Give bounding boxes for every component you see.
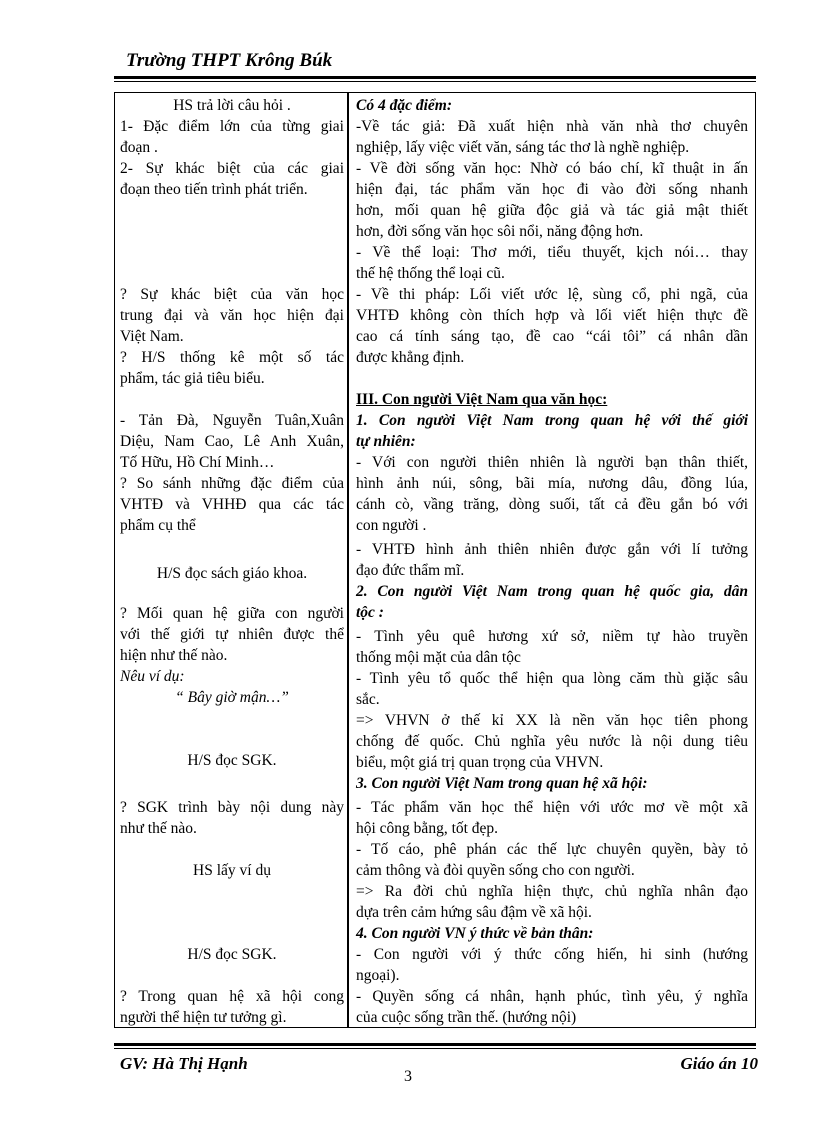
right-line: sắc. <box>356 691 380 708</box>
header-rule-thick <box>114 76 756 79</box>
subsection-heading: 3. Con người Việt Nam trong quan hệ xã hội: <box>356 775 648 792</box>
right-line: hiện đại, tác phẩm văn học đi vào đời sống nhanh <box>356 181 748 198</box>
right-line: con người . <box>356 517 427 534</box>
subsection-heading: 4. Con người VN ý thức về bản thân: <box>356 925 594 942</box>
left-line: ? Mối quan hệ giữa con người <box>120 605 344 622</box>
left-line: Việt Nam. <box>120 328 184 345</box>
right-line: -Về tác giả: Đã xuất hiện nhà văn nhà thơ chuyên <box>356 118 748 135</box>
left-line: ? H/S thống kê một số tác <box>120 349 344 366</box>
right-line: cánh cò, vầng trăng, dòng suối, tất cả đều gắn bó với <box>356 496 748 513</box>
right-line: thống mội mặt của dân tộc <box>356 649 521 666</box>
left-line: như thế nào. <box>120 820 197 837</box>
left-line: HS trả lời câu hỏi . <box>173 97 291 114</box>
right-line: dựa trên cảm hứng sâu đậm về xã hội. <box>356 904 592 921</box>
section-heading: III. Con người Việt Nam qua văn học: <box>356 391 608 408</box>
subsection-heading: 2. Con người Việt Nam trong quan hệ quốc gia, dân <box>356 583 748 600</box>
right-line: - Quyền sống cá nhân, hạnh phúc, tình yêu, ý nghĩa <box>356 988 748 1005</box>
right-line: hình ảnh núi, sông, bãi mía, nương dâu, đồng lúa, <box>356 475 748 492</box>
left-line: ? Sự khác biệt của văn học <box>120 286 344 303</box>
right-line: đạo đức thẩm mĩ. <box>356 562 465 579</box>
left-line: ? So sánh những đặc điểm của <box>120 475 344 492</box>
lesson-table <box>114 92 756 1028</box>
subsection-heading: tộc : <box>356 604 384 621</box>
right-line: hội công bằng, tốt đẹp. <box>356 820 499 837</box>
left-line: 1- Đặc điểm lớn của từng giai <box>120 118 344 135</box>
right-line: hơn, đời sống văn học sôi nổi, năng động hơn. <box>356 223 644 240</box>
left-line: - Tản Đà, Nguyễn Tuân,Xuân <box>120 412 344 429</box>
right-line: - Về đời sống văn học: Nhờ có báo chí, kĩ thuật in ấn <box>356 160 748 177</box>
subsection-heading: tự nhiên: <box>356 433 416 450</box>
right-line: chống đế quốc. Chủ nghĩa yêu nước là nội dung tiêu <box>356 733 748 750</box>
left-line: VHTĐ và VHHĐ qua các tác <box>120 496 344 513</box>
left-line: 2- Sự khác biệt của các giai <box>120 160 344 177</box>
left-line: đoạn . <box>120 139 158 156</box>
right-line: => Ra đời chủ nghĩa hiện thực, chủ nghĩa nhân đạo <box>356 883 748 900</box>
left-line: HS lấy ví dụ <box>193 862 271 879</box>
right-line: - Tố cáo, phê phán các thế lực chuyên quyền, bày tỏ <box>356 841 748 858</box>
column-divider <box>347 93 349 1027</box>
left-line: H/S đọc SGK. <box>187 752 277 769</box>
right-line: được khẳng định. <box>356 349 465 366</box>
left-line: phẩm, tác giả tiêu biểu. <box>120 370 265 387</box>
right-line: cao cá tính sáng tạo, đề cao “cái tôi” cá nhân dần <box>356 328 748 345</box>
right-line: nghiệp, lấy việc viết văn, sáng tác thơ là nghề nghiệp. <box>356 139 690 156</box>
left-line: “ Bây giờ mận…” <box>175 689 289 706</box>
right-line: - Tình yêu tổ quốc thể hiện qua lòng căm thù giặc sâu <box>356 670 748 687</box>
school-name: Trường THPT Krông Búk <box>126 50 333 71</box>
subsection-heading: 1. Con người Việt Nam trong quan hệ với thế giới <box>356 412 748 429</box>
footer-rule-thick <box>114 1043 756 1046</box>
right-line: VHTĐ không còn thích hợp và lối viết hiện thực đề <box>356 307 748 324</box>
left-line: H/S đọc sách giáo khoa. <box>156 565 308 582</box>
right-line: - VHTĐ hình ảnh thiên nhiên được gắn với lí tưởng <box>356 541 748 558</box>
left-line: phẩm cụ thể <box>120 517 196 534</box>
right-line: biểu, một giá trị quan trọng của VHVN. <box>356 754 604 771</box>
right-line: thế hệ thống thể loại cũ. <box>356 265 505 282</box>
right-line: - Về thể loại: Thơ mới, tiểu thuyết, kịch nói… thay <box>356 244 748 261</box>
page-number: 3 <box>404 1068 412 1085</box>
right-line: - Với con người thiên nhiên là người bạn thân thiết, <box>356 454 748 471</box>
left-line: với thế giới tự nhiên được thể <box>120 626 344 643</box>
right-line: hơn, mối quan hệ giữa độc giả và tác giả mật thiết <box>356 202 748 219</box>
teacher-name: GV: Hà Thị Hạnh <box>120 1054 248 1073</box>
left-line: Diệu, Nam Cao, Lê Anh Xuân, <box>120 433 344 450</box>
left-line: đoạn theo tiến trình phát triển. <box>120 181 308 198</box>
footer-rule-thin <box>114 1048 756 1049</box>
right-heading: Có 4 đặc điểm: <box>356 97 452 114</box>
lesson-plan-label: Giáo án 10 <box>680 1054 758 1073</box>
left-line: Nêu ví dụ: <box>120 668 185 685</box>
left-line: H/S đọc SGK. <box>187 946 277 963</box>
left-line: Tố Hữu, Hồ Chí Minh… <box>120 454 275 471</box>
left-line: ? Trong quan hệ xã hội cong <box>120 988 344 1005</box>
right-line: của cuộc sống trần thế. (hướng nội) <box>356 1009 577 1026</box>
left-line: ? SGK trình bày nội dung này <box>120 799 344 816</box>
right-line: => VHVN ở thế kỉ XX là nền văn học tiên phong <box>356 712 748 729</box>
left-line: người thể hiện tư tưởng gì. <box>120 1009 287 1026</box>
right-line: - Con người với ý thức cống hiến, hi sinh (hướng <box>356 946 748 963</box>
header-rule-thin <box>114 81 756 82</box>
left-line: hiện như thế nào. <box>120 647 228 664</box>
right-line: - Tác phẩm văn học thể hiện với ước mơ về một xã <box>356 799 748 816</box>
right-line: ngoại). <box>356 967 400 984</box>
right-line: - Về thi pháp: Lối viết ước lệ, sùng cổ, phi ngã, của <box>356 286 748 303</box>
right-line: - Tình yêu quê hương xứ sở, niềm tự hào truyền <box>356 628 748 645</box>
left-line: trung đại và văn học hiện đại <box>120 307 344 324</box>
right-line: cảm thông và đòi quyền sống cho con người. <box>356 862 635 879</box>
